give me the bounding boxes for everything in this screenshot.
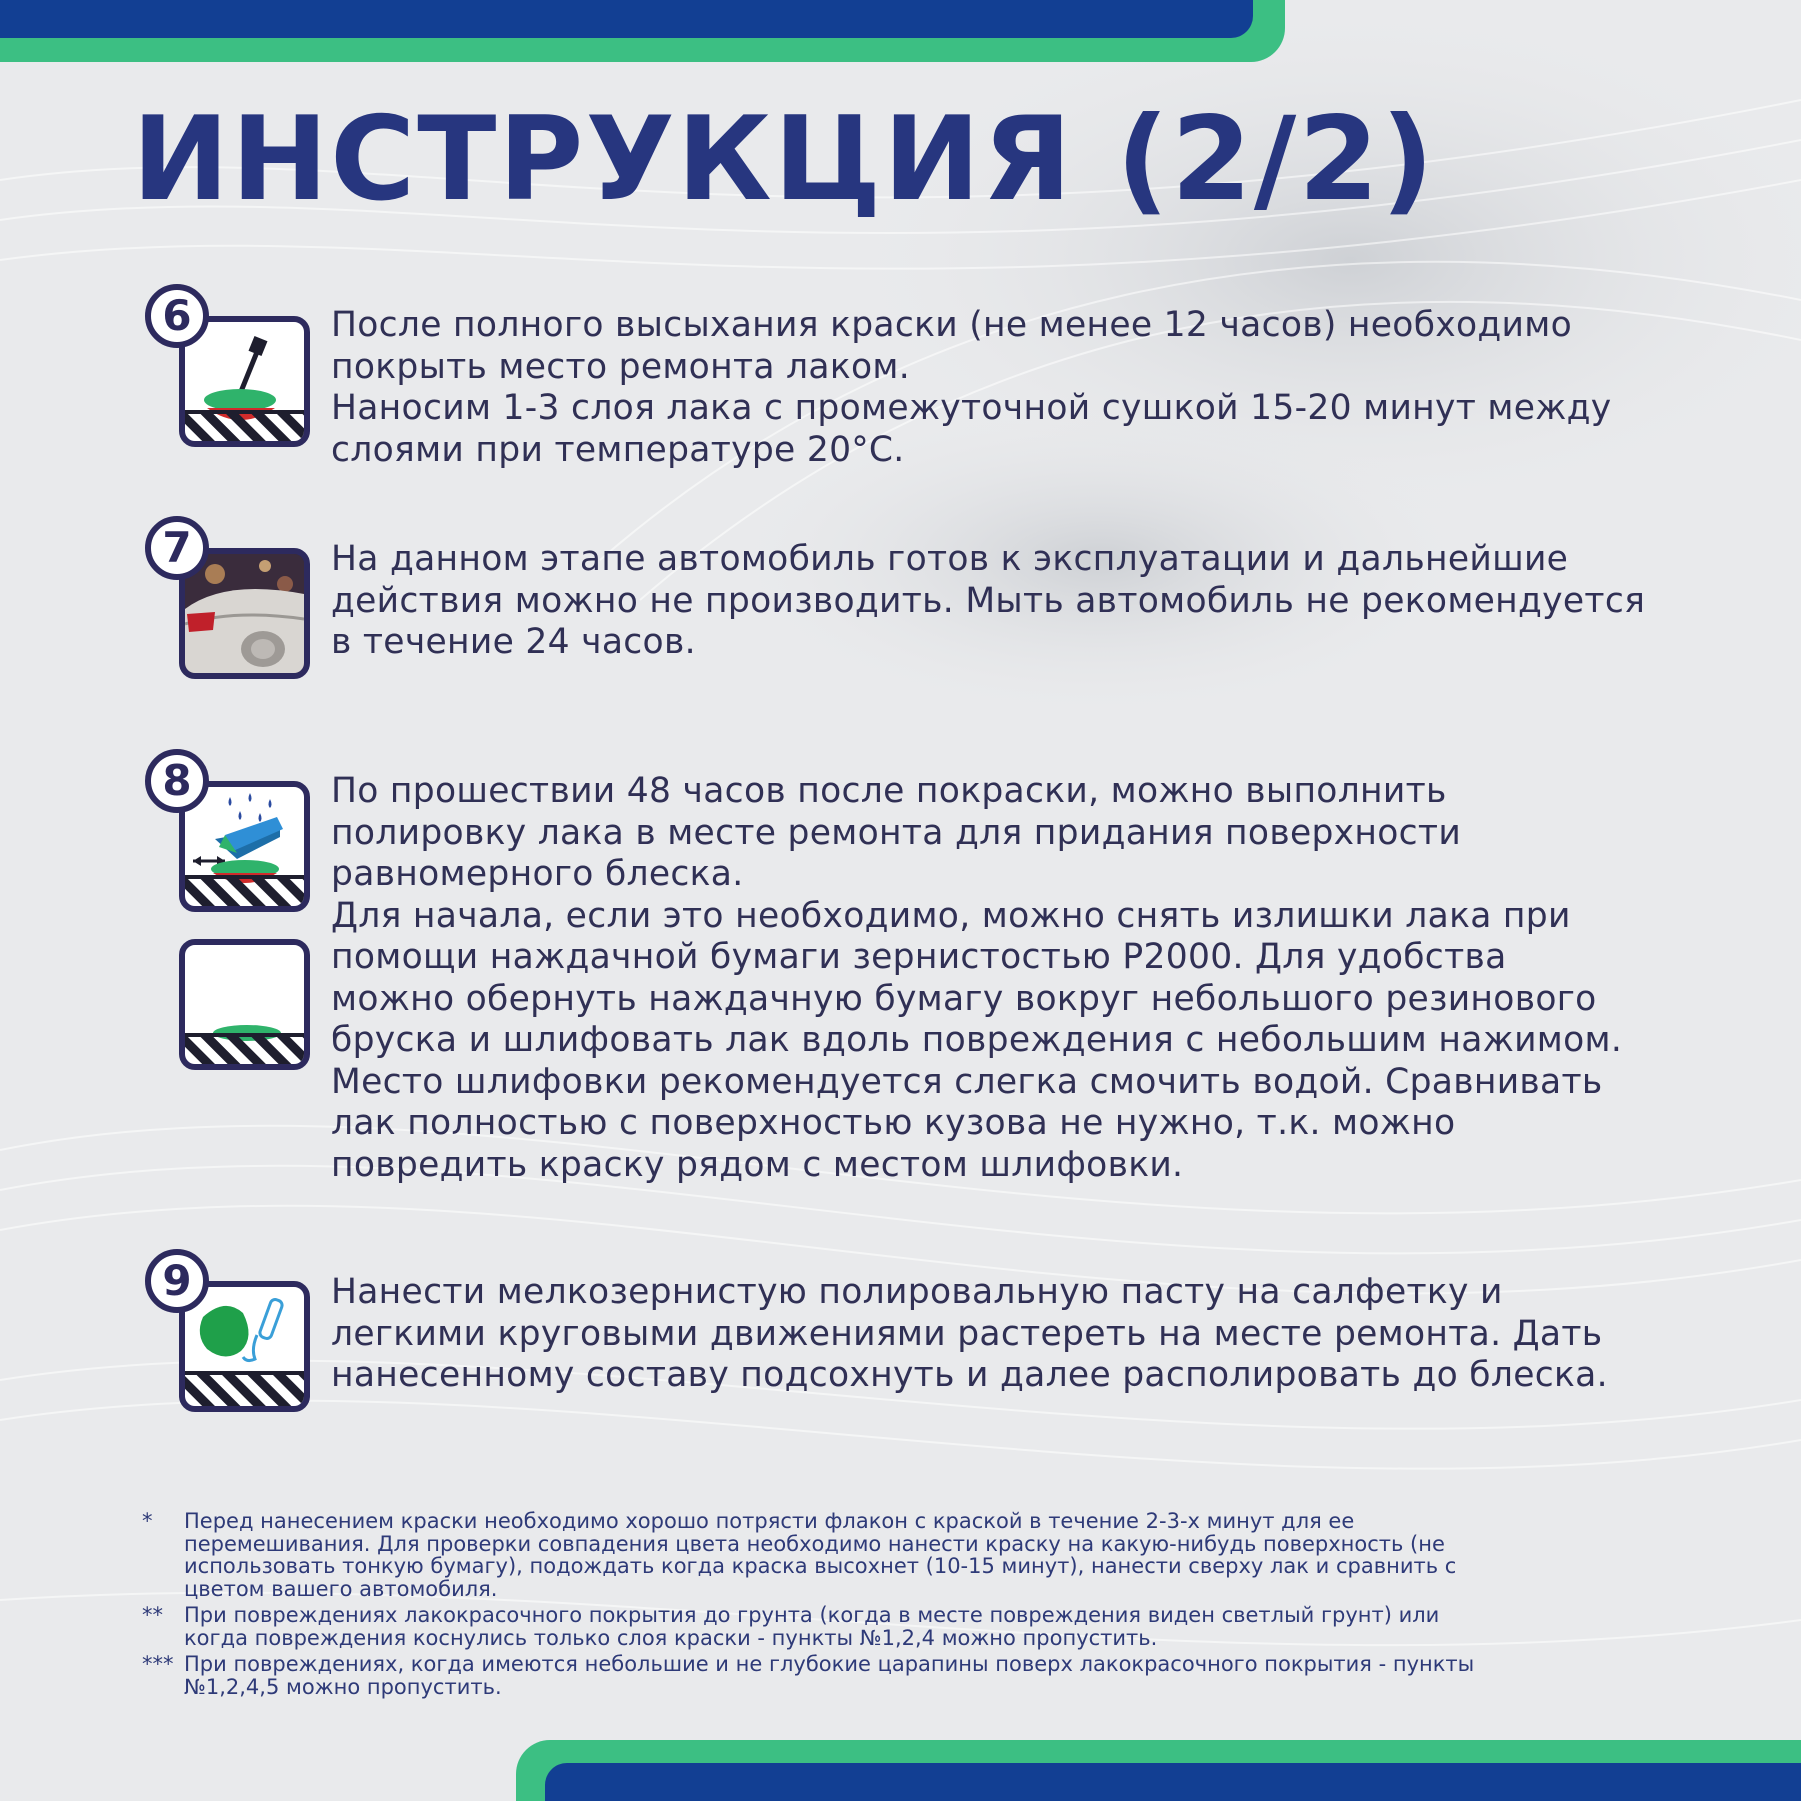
wet-sanding-block-icon <box>185 787 304 906</box>
step-6-line: Наносим 1-3 слоя лака с промежуточной сушкой 15-20 минут между <box>331 388 1612 428</box>
step-8-text <box>331 771 1751 1186</box>
footnote-line: Перед нанесением краски необходимо хорошо потрясти флакон с краской в течение 2-3-х минут для ее <box>184 1509 1355 1533</box>
step-8-line: лак полностью с поверхностью кузова не нужно, т.к. можно <box>331 1103 1456 1143</box>
step-8-line: По прошествии 48 часов после покраски, можно выполнить <box>331 771 1447 811</box>
footnote-3 <box>142 1653 1662 1698</box>
step-8-line: Для начала, если это необходимо, можно снять излишки лака при <box>331 895 1571 936</box>
footnote-line: №1,2,4,5 можно пропустить. <box>184 1674 502 1699</box>
step-8-number-badge: 8 <box>145 749 209 813</box>
step-8-second-icon <box>179 939 310 1070</box>
step-6-line: покрыть место ремонта лаком. <box>331 346 910 387</box>
footnote-1 <box>142 1510 1662 1600</box>
step-8-line: повредить краску рядом с местом шлифовки. <box>331 1144 1184 1185</box>
page-title: ИНСТРУКЦИЯ (2/2) <box>132 92 1436 227</box>
step-9-text <box>331 1272 1751 1397</box>
step-7-line: действия можно не производить. Мыть автомобиль не рекомендуется <box>331 580 1646 621</box>
step-8-line: равномерного блеска. <box>331 854 744 894</box>
step-8-line: полировку лака в месте ремонта для придания поверхности <box>331 812 1462 853</box>
car-photo-icon <box>185 554 304 673</box>
step-8-line: Место шлифовки рекомендуется слегка смочить водой. Сравнивать <box>331 1061 1603 1102</box>
step-8-line: бруска и шлифовать лак вдоль повреждения с небольшим нажимом. <box>331 1020 1623 1060</box>
footnote-line: При повреждениях лакокрасочного покрытия до грунта (когда в месте повреждения виден светлый грунт) или <box>184 1603 1440 1627</box>
bottom-accent-bar-navy <box>545 1763 1801 1801</box>
step-9-number-badge: 9 <box>145 1249 209 1313</box>
step-9-line: легкими круговыми движениями растереть на месте ремонта. Дать <box>331 1313 1603 1354</box>
step-6-number-badge: 6 <box>145 284 209 348</box>
step-6-text <box>331 305 1751 471</box>
footnote-line: использовать тонкую бумагу), подождать когда краска высохнет (10-15 минут), нанести сверху лак и сравнить с <box>184 1554 1457 1578</box>
leveled-surface-icon <box>185 945 304 1064</box>
footnote-mark: ** <box>142 1603 163 1627</box>
step-8-line: помощи наждачной бумаги зернистостью Р2000. Для удобства <box>331 937 1507 977</box>
footnote-mark: * <box>142 1509 153 1533</box>
footnote-line: При повреждениях, когда имеются небольшие и не глубокие царапины поверх лакокрасочного покрытия - пункты <box>184 1652 1475 1676</box>
footnote-line: когда повреждения коснулись только слоя краски - пункты №1,2,4 можно пропустить. <box>184 1625 1158 1650</box>
footnotes <box>142 1510 1662 1699</box>
footnote-2 <box>142 1604 1662 1649</box>
step-7-line: в течение 24 часов. <box>331 622 696 662</box>
step-7-number-badge: 7 <box>145 516 209 580</box>
step-6-line: После полного высыхания краски (не менее 12 часов) необходимо <box>331 305 1573 345</box>
footnote-mark: *** <box>142 1652 174 1676</box>
step-7-line: На данном этапе автомобиль готов к эксплуатации и дальнейшие <box>331 539 1569 579</box>
step-6-line: слоями при температуре 20°С. <box>331 429 905 470</box>
brush-applying-lacquer-icon <box>185 322 304 441</box>
polishing-cloth-and-paste-icon <box>185 1287 304 1406</box>
step-8-line: можно обернуть наждачную бумагу вокруг небольшого резинового <box>331 978 1597 1019</box>
top-accent-bar-navy <box>0 0 1253 38</box>
footnote-line: цветом вашего автомобиля. <box>184 1576 498 1601</box>
step-9-line: нанесенному составу подсохнуть и далее располировать до блеска. <box>331 1355 1608 1395</box>
step-9-line: Нанести мелкозернистую полировальную пасту на салфетку и <box>331 1272 1503 1312</box>
footnote-line: перемешивания. Для проверки совпадения цвета необходимо нанести краску на какую-нибудь поверхность (не <box>184 1531 1445 1556</box>
step-7-text <box>331 539 1751 664</box>
